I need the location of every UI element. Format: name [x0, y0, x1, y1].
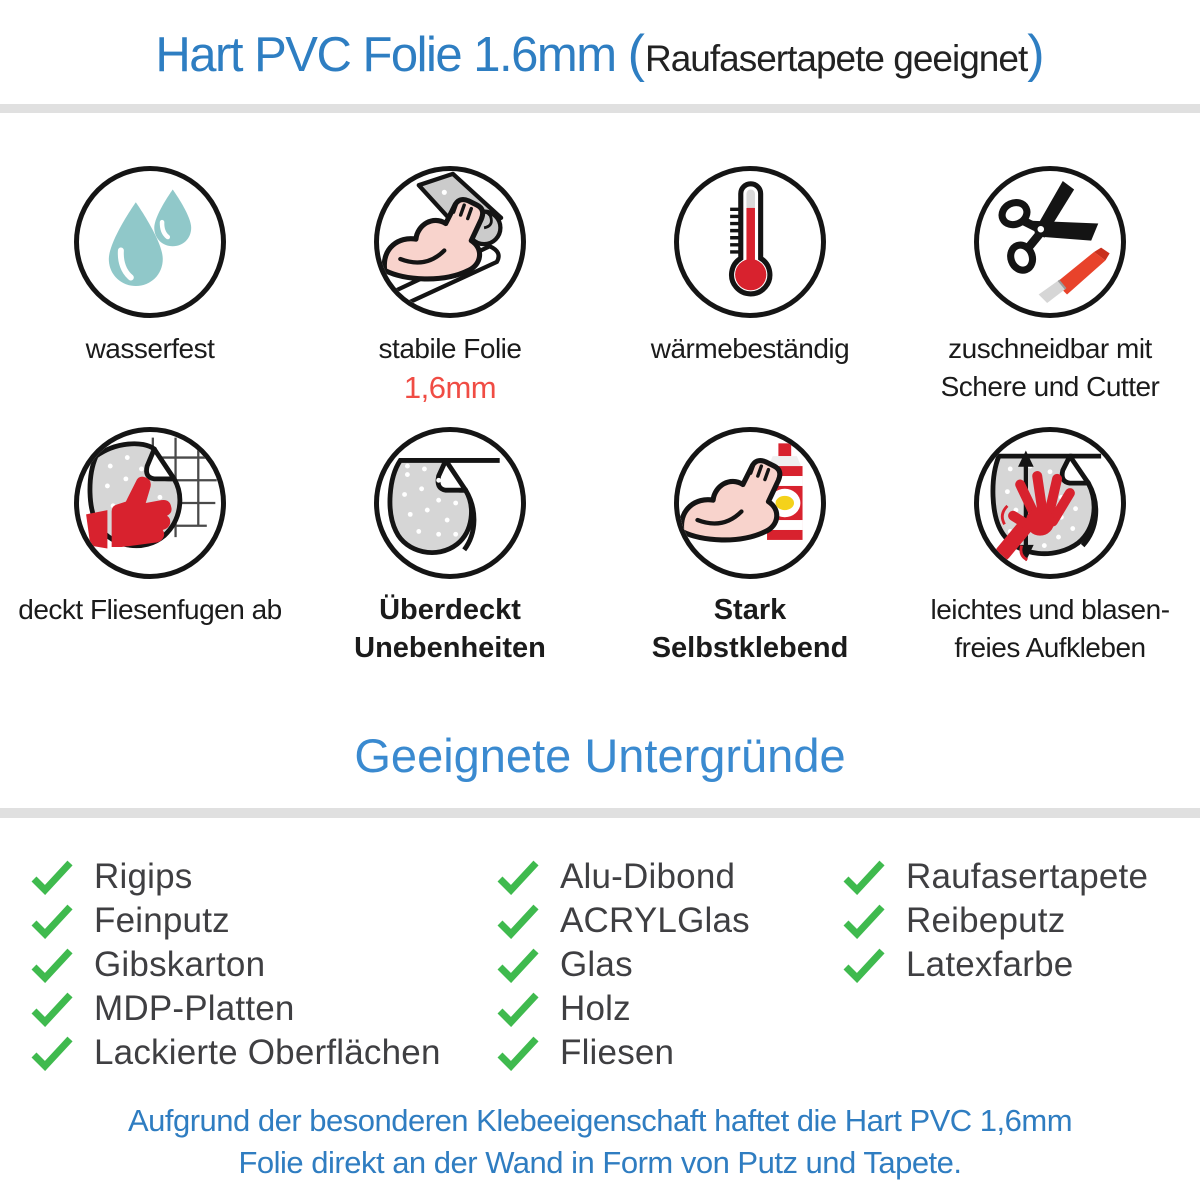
list-item: Rigips [30, 855, 441, 899]
check-icon [496, 947, 540, 983]
feature-label: wasserfest [85, 333, 215, 364]
list-item: Fliesen [496, 1031, 750, 1075]
page-title [0, 24, 1200, 84]
surfaces-column-1 [30, 855, 441, 1075]
hand-smoothing-icon [974, 427, 1126, 579]
surfaces-heading: Geeignete Untergründe [354, 729, 846, 782]
scissors-cutter-icon [974, 166, 1126, 318]
check-icon [30, 859, 74, 895]
feature-bubble-free [900, 427, 1200, 667]
feature-label: Überdeckt Unebenheiten [354, 594, 546, 664]
list-item: Holz [496, 987, 750, 1031]
list-item: ACRYLGlas [496, 899, 750, 943]
title-main: Hart PVC Folie 1.6mm [155, 28, 628, 82]
feature-waterproof [0, 166, 300, 407]
check-icon [30, 947, 74, 983]
feature-label: stabile Folie 1,6mm [378, 333, 522, 405]
check-icon [842, 859, 886, 895]
check-icon [496, 991, 540, 1027]
feature-covers-tile-joints [0, 427, 300, 667]
divider-top [0, 104, 1200, 113]
check-icon [496, 859, 540, 895]
list-item: Gibskarton [30, 943, 441, 987]
list-item: MDP-Platten [30, 987, 441, 1031]
title-paren-close: ) [1027, 25, 1045, 83]
list-item: Lackierte Oberflächen [30, 1031, 441, 1075]
title-subtitle: Raufasertapete geeignet [644, 38, 1028, 79]
feature-label: leichtes und blasen- freies Aufkleben [930, 594, 1170, 663]
list-item: Latexfarbe [842, 943, 1148, 987]
list-item: Raufasertapete [842, 855, 1148, 899]
thickness-value: 1,6mm [403, 370, 497, 405]
feature-label: wärmebeständig [650, 333, 850, 364]
feature-label: Stark Selbstklebend [651, 594, 849, 664]
list-item: Alu-Dibond [496, 855, 750, 899]
thermometer-icon [674, 166, 826, 318]
check-icon [842, 947, 886, 983]
check-icon [496, 903, 540, 939]
feature-heat-resistant [600, 166, 900, 407]
feature-stable-foil [300, 166, 600, 407]
feature-row-1 [0, 166, 1200, 407]
feature-cuttable [900, 166, 1200, 407]
check-icon [30, 903, 74, 939]
check-icon [30, 991, 74, 1027]
divider-middle [0, 808, 1200, 818]
surfaces-column-3 [842, 855, 1148, 987]
list-item: Reibeputz [842, 899, 1148, 943]
muscle-glue-icon [674, 427, 826, 579]
water-drops-icon [74, 166, 226, 318]
feature-label: zuschneidbar mit Schere und Cutter [940, 333, 1160, 402]
check-icon [496, 1035, 540, 1071]
feature-label: deckt Fliesenfugen ab [18, 594, 282, 625]
muscle-foil-icon [374, 166, 526, 318]
surfaces-column-2 [496, 855, 750, 1075]
feature-covers-unevenness [300, 427, 600, 667]
foil-fold-icon [374, 427, 526, 579]
list-item: Feinputz [30, 899, 441, 943]
footer-note: Aufgrund der besonderen Klebeeigenschaft haftet die Hart PVC 1,6mm Folie direkt an der Wand in Form von Putz und Tapete. [127, 1103, 1073, 1180]
title-paren-open: ( [627, 25, 645, 83]
list-item: Glas [496, 943, 750, 987]
thumb-tiles-icon [74, 427, 226, 579]
feature-self-adhesive [600, 427, 900, 667]
check-icon [842, 903, 886, 939]
check-icon [30, 1035, 74, 1071]
feature-row-2 [0, 427, 1200, 667]
